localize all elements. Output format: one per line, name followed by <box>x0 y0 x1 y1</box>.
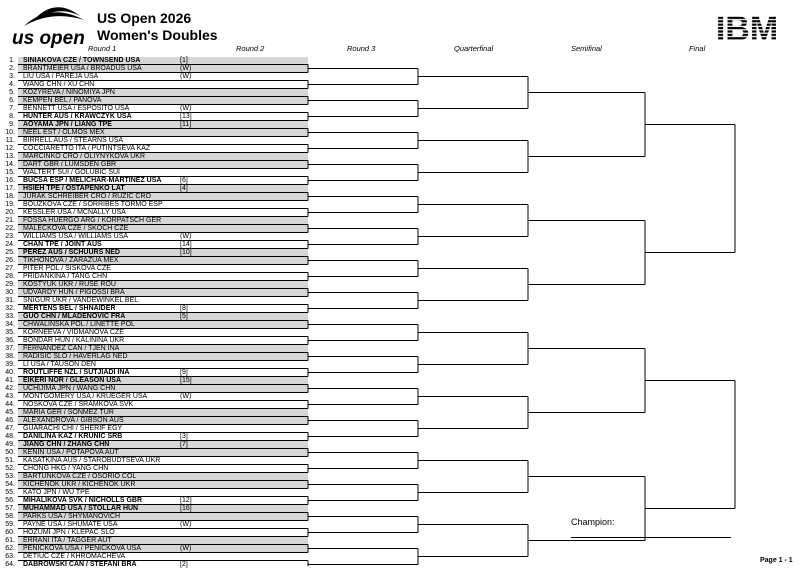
entry-seed: [2] <box>180 561 188 569</box>
entry-team: BUCSA ESP / MELICHAR-MARTINEZ USA <box>23 177 161 186</box>
entry-team: CHONG HKG / YANG CHN <box>23 465 108 474</box>
entry-team: BOUZKOVA CZE / SORRIBES TORMO ESP <box>23 201 163 210</box>
entry-seed: [1] <box>180 57 188 66</box>
entry-seed: [12] <box>180 497 192 506</box>
entry-team: KOSTYUK UKR / RUSE ROU <box>23 281 116 290</box>
entry-team: MUHAMMAD USA / STOLLAR HUN <box>23 505 138 514</box>
entry-number: 10. <box>0 129 15 138</box>
entry-team: WALTERT SUI / GOLUBIC SUI <box>23 169 120 178</box>
entry-team: MIHALIKOVA SVK / NICHOLLS GBR <box>23 497 142 506</box>
entry-seed: [13] <box>180 113 192 122</box>
entry-number: 53. <box>0 473 15 482</box>
entry-number: 46. <box>0 417 15 426</box>
round-label-sf: Semifinal <box>571 44 602 53</box>
entry-seed: [15] <box>180 377 192 386</box>
entry-number: 4. <box>0 81 15 90</box>
entry-number: 23. <box>0 233 15 242</box>
entry-number: 5. <box>0 89 15 98</box>
entry-number: 57. <box>0 505 15 514</box>
entry-number: 8. <box>0 113 15 122</box>
us-open-logo-text: us open <box>12 28 85 48</box>
entry-number: 16. <box>0 177 15 186</box>
entry-seed: (W) <box>180 73 191 82</box>
entry-seed: [3] <box>180 433 188 442</box>
entry-team: GUO CHN / MLADENOVIC FRA <box>23 313 125 322</box>
entry-team: KASATKINA AUS / STAROBUDTSEVA UKR <box>23 457 160 466</box>
entry-team: UCHIJIMA JPN / WANG CHN <box>23 385 115 394</box>
entry-number: 49. <box>0 441 15 450</box>
entry-team: WILLIAMS USA / WILLIAMS USA <box>23 233 128 242</box>
entry-team: TIKHONOVA / ZARAZUA MEX <box>23 257 119 266</box>
entry-team: KOZYREVA / NINOMIYA JPN <box>23 89 115 98</box>
entry-number: 34. <box>0 321 15 330</box>
entry-team: HSIEH TPE / OSTAPENKO LAT <box>23 185 125 194</box>
entry-team: DART GBR / LUMSDEN GBR <box>23 161 116 170</box>
entry-seed: [9] <box>180 369 188 378</box>
entry-number: 6. <box>0 97 15 106</box>
entry-team: KEMPEN BEL / PANOVA <box>23 97 101 106</box>
entry-number: 52. <box>0 465 15 474</box>
entry-seed: (W) <box>180 521 191 530</box>
entry-team: MONTGOMERY USA / KRUEGER USA <box>23 393 147 402</box>
entry-number: 60. <box>0 529 15 538</box>
entry-team: PEREZ AUS / SCHUURS NED <box>23 249 120 258</box>
entry-team: KESSLER USA / MCNALLY USA <box>23 209 126 218</box>
entry-number: 17. <box>0 185 15 194</box>
entry-team: GUARACHI CHI / SHERIF EGY <box>23 425 122 434</box>
entry-team: SINIAKOVA CZE / TOWNSEND USA <box>23 57 140 66</box>
page-number: Page 1 - 1 <box>760 557 793 564</box>
entry-number: 31. <box>0 297 15 306</box>
entry-team: HUNTER AUS / KRAWCZYK USA <box>23 113 132 122</box>
entry-number: 9. <box>0 121 15 130</box>
entry-team: CHWALINSKA POL / LINETTE POL <box>23 321 135 330</box>
entry-seed: [14] <box>180 241 192 250</box>
entry-number: 36. <box>0 337 15 346</box>
entry-team: DANILINA KAZ / KRUNIC SRB <box>23 433 122 442</box>
entry-number: 42. <box>0 385 15 394</box>
entry-number: 62. <box>0 545 15 554</box>
entry-number: 63. <box>0 553 15 562</box>
entry-team: KICHENOK UKR / KICHENOK UKR <box>23 481 135 490</box>
entry-team: MALECKOVA CZE / SKOCH CZE <box>23 225 128 234</box>
entry-number: 59. <box>0 521 15 530</box>
entry-number: 43. <box>0 393 15 402</box>
entry-team: PARKS USA / SHYMANOVICH <box>23 513 120 522</box>
entry-team: DETIUC CZE / KHROMACHEVA <box>23 553 125 562</box>
entry-number: 58. <box>0 513 15 522</box>
page-title: US Open 2026 <box>97 10 191 26</box>
entry-team: WANG CHN / XU CHN <box>23 81 94 90</box>
entry-number: 21. <box>0 217 15 226</box>
entry-number: 7. <box>0 105 15 114</box>
champion-line <box>571 537 731 538</box>
entry-team: PENICKOVA USA / PENICKOVA USA <box>23 545 141 554</box>
entry-number: 61. <box>0 537 15 546</box>
entry-team: RADISIC SLO / HAVERLAG NED <box>23 353 128 362</box>
entry-seed: [4] <box>180 185 188 194</box>
entry-number: 32. <box>0 305 15 314</box>
entry-team: KATO JPN / WU TPE <box>23 489 90 498</box>
round-label-final: Final <box>689 44 705 53</box>
entry-team: PITER POL / SISKOVA CZE <box>23 265 111 274</box>
round-label-r1: Round 1 <box>88 44 116 53</box>
entry-number: 47. <box>0 425 15 434</box>
entry-team: MARCINKO CRO / OLIYNYKOVA UKR <box>23 153 145 162</box>
entry-number: 11. <box>0 137 15 146</box>
entry-team: SNIGUR UKR / VANDEWINKEL BEL <box>23 297 138 306</box>
entry-team: PAYNE USA / SHUMATE USA <box>23 521 118 530</box>
round-label-r3: Round 3 <box>347 44 375 53</box>
entry-team: JURAK SCHREIBER CRO / RUZIC CRO <box>23 193 151 202</box>
entry-seed: [10] <box>180 249 192 258</box>
entry-number: 44. <box>0 401 15 410</box>
entry-team: NEEL EST / OLMOS MEX <box>23 129 105 138</box>
entry-team: ALEXANDROVA / GIBSON AUS <box>23 417 124 426</box>
entry-team: AOYAMA JPN / LIANG TPE <box>23 121 112 130</box>
entry-number: 35. <box>0 329 15 338</box>
entry-team: MERTENS BEL / SHNAIDER <box>23 305 115 314</box>
entry-team: FOSSA HUERGO ARG / KORPATSCH GER <box>23 217 161 226</box>
entry-seed: [11] <box>180 121 191 130</box>
entry-number: 33. <box>0 313 15 322</box>
entry-number: 22. <box>0 225 15 234</box>
entry-number: 39. <box>0 361 15 370</box>
entry-number: 54. <box>0 481 15 490</box>
round-label-r2: Round 2 <box>236 44 264 53</box>
entry-team: UDVARDY HUN / PIGOSSI BRA <box>23 289 125 298</box>
entry-team: MARIA GER / SONMEZ TUR <box>23 409 114 418</box>
entry-team: ROUTLIFFE NZL / SUTJIADI INA <box>23 369 129 378</box>
entry-number: 20. <box>0 209 15 218</box>
entry-number: 41. <box>0 377 15 386</box>
entry-number: 48. <box>0 433 15 442</box>
champion-label: Champion: <box>571 517 615 527</box>
entry-team: HOZUMI JPN / KLEPAC SLO <box>23 529 115 538</box>
entry-seed: [7] <box>180 441 188 450</box>
entry-team: FERNANDEZ CAN / TJEN INA <box>23 345 119 354</box>
entry-number: 51. <box>0 457 15 466</box>
entry-number: 55. <box>0 489 15 498</box>
entry-team: CHAN TPE / JOINT AUS <box>23 241 102 250</box>
entry-number: 30. <box>0 289 15 298</box>
entry-number: 13. <box>0 153 15 162</box>
entry-team: BARTUNKOVA CZE / OSORIO COL <box>23 473 136 482</box>
entry-team: EIKERI NOR / GLEASON USA <box>23 377 121 386</box>
entry-seed: (W) <box>180 545 191 554</box>
entry-team: LIU USA / PAREJA USA <box>23 73 98 82</box>
entry-team: DABROWSKI CAN / STEFANI BRA <box>23 561 137 569</box>
entry-team: COCCIARETTO ITA / PUTINTSEVA KAZ <box>23 145 150 154</box>
entry-number: 29. <box>0 281 15 290</box>
entry-number: 15. <box>0 169 15 178</box>
entry-team: BONDAR HUN / KALININA UKR <box>23 337 124 346</box>
round-label-qf: Quarterfinal <box>454 44 493 53</box>
entry-number: 40. <box>0 369 15 378</box>
entry-seed: [5] <box>180 313 188 322</box>
entry-team: KORNEEVA / VIDMANOVA CZE <box>23 329 124 338</box>
entry-number: 1. <box>0 57 15 66</box>
entry-number: 50. <box>0 449 15 458</box>
entry-number: 38. <box>0 353 15 362</box>
entry-number: 12. <box>0 145 15 154</box>
entry-number: 64. <box>0 561 15 569</box>
entry-number: 18. <box>0 193 15 202</box>
entry-number: 2. <box>0 65 15 74</box>
entry-team: BENNETT USA / ESPOSITO USA <box>23 105 129 114</box>
entry-seed: (W) <box>180 393 191 402</box>
entry-number: 14. <box>0 161 15 170</box>
entry-number: 28. <box>0 273 15 282</box>
entry-team: PRIDANKINA / TANG CHN <box>23 273 107 282</box>
entry-seed: [8] <box>180 305 188 314</box>
entry-number: 26. <box>0 257 15 266</box>
entry-number: 27. <box>0 265 15 274</box>
entry-team: NOSKOVA CZE / SRAMKOVA SVK <box>23 401 133 410</box>
entry-team: ERRANI ITA / TAGGER AUT <box>23 537 112 546</box>
entry-seed: (W) <box>180 105 191 114</box>
entry-number: 24. <box>0 241 15 250</box>
entry-seed: (W) <box>180 233 191 242</box>
entry-team: BRANTMEIER USA / BROADUS USA <box>23 65 142 74</box>
entry-number: 37. <box>0 345 15 354</box>
entry-number: 45. <box>0 409 15 418</box>
entry-number: 25. <box>0 249 15 258</box>
entry-team: KENIN USA / POTAPOVA AUT <box>23 449 119 458</box>
entry-number: 56. <box>0 497 15 506</box>
page-subtitle: Women's Doubles <box>97 27 218 43</box>
entry-team: BIRRELL AUS / STEARNS USA <box>23 137 123 146</box>
entry-team: LI USA / TAUSON DEN <box>23 361 96 370</box>
entry-number: 19. <box>0 201 15 210</box>
entry-seed: [6] <box>180 177 188 186</box>
entry-seed: [16] <box>180 505 192 514</box>
entry-seed: (W) <box>180 65 191 74</box>
entry-number: 3. <box>0 73 15 82</box>
entry-team: JIANG CHN / ZHANG CHN <box>23 441 109 450</box>
